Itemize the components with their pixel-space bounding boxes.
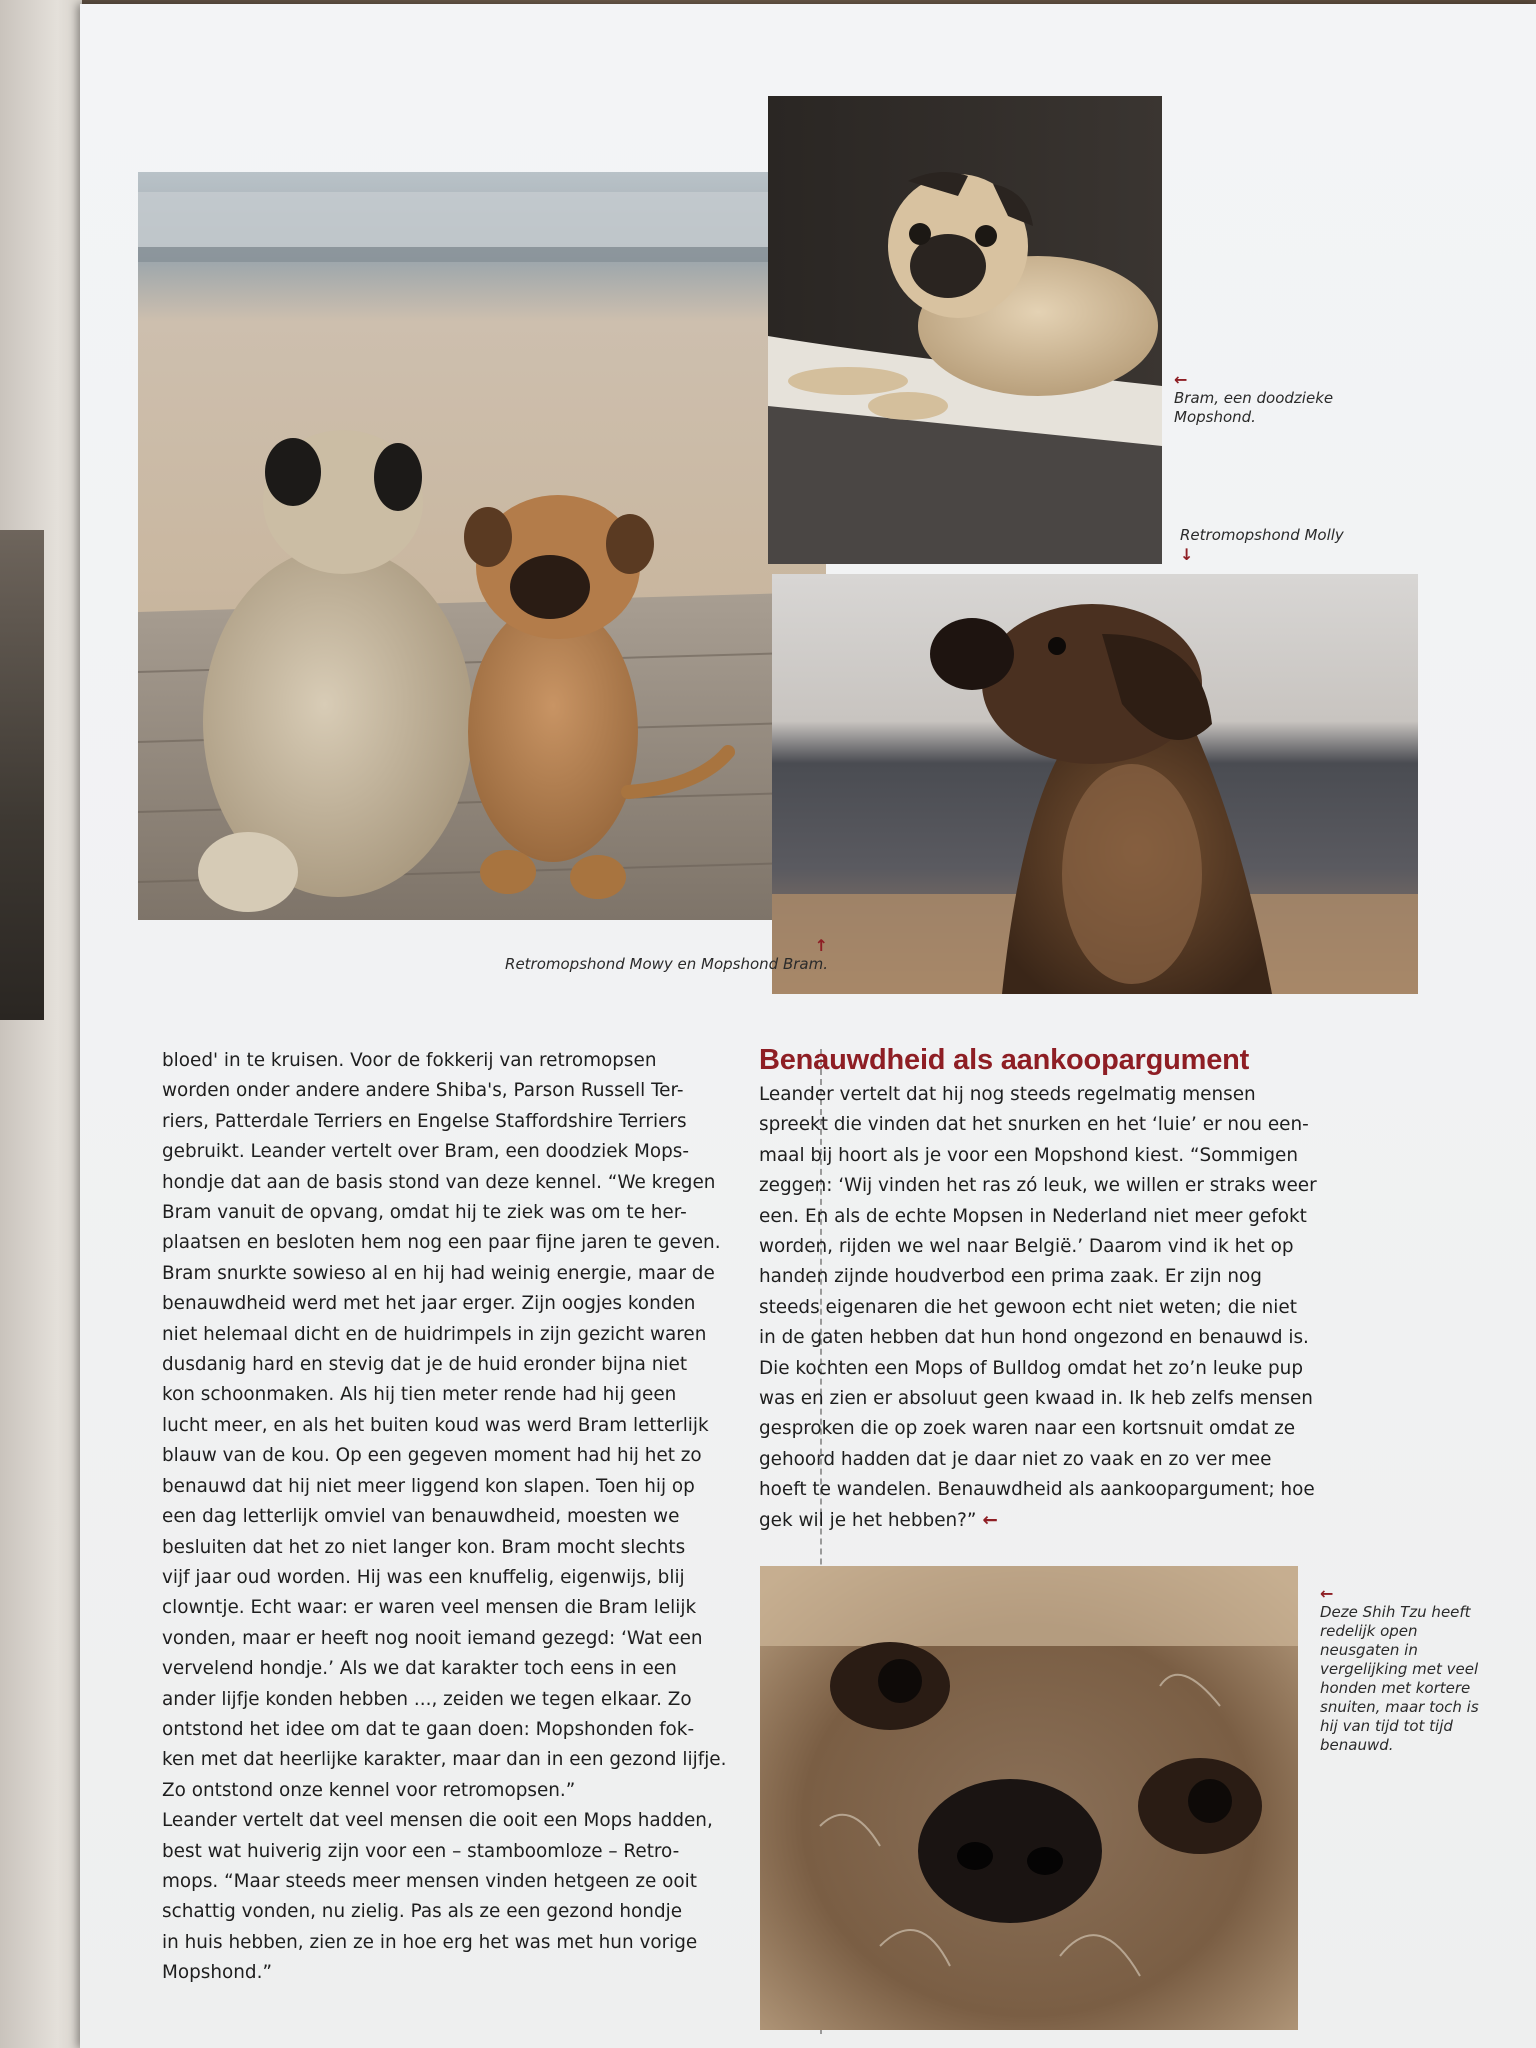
caption-mowy-text: Retromopshond Mowy en Mopshond Bram.: [505, 955, 828, 973]
caption-mowy: [410, 936, 828, 974]
caption-arrow-up-icon: ↑: [814, 936, 828, 955]
caption-arrow-down-icon: ↓: [1180, 545, 1194, 564]
body-paragraph: Leander vertelt dat hij nog steeds regelmatig mensen spreekt die vinden dat het snurken en het ‘luie’ er nou een- maal bij hoort als je voor een Mopshond kiest. “Sommigen zeggen: ‘Wij vinden het ras zó leuk, we willen er straks weer een. En als de echte Mopsen in Nederland niet meer gefokt worden, rijden we wel naar België.’ Daarom vind ik het op handen zijnde houdverbod een prima zaak. Er zijn nog steeds eigenaren die het gewoon echt niet weten; die niet in de gaten hebben dat hun hond ongezond en benauwd is. Die kochten een Mops of Bulldog omdat het zo’n leuke pup was en zien er absoluut geen kwaad in. Ik heb zelfs mensen gesproken die op zoek waren naar een kortsnuit omdat ze gehoord hadden dat je daar niet zo vaak en zo ver mee hoeft te wandelen. Benauwdheid als aankoopargument; hoe gek wil je het hebben?”: [759, 1084, 1317, 1531]
left-text-column: [162, 1046, 814, 1989]
caption-shih-tzu: [1320, 1584, 1480, 1755]
body-paragraph: bloed' in te kruisen. Voor de fokkerij van retromopsen worden onder andere andere Shiba's, Parson Russell Ter- riers, Patterdale Terriers en Engelse Staffordshire Terriers gebruikt. Leander vertelt over Bram, een doodziek Mops- hondje dat aan de basis stond van deze kennel. “We kregen Bram vanuit de opvang, omdat hij te ziek was om te her- plaatsen en besloten hem nog een paar fijne jaren te geven. Bram snurkte sowieso al en hij had weinig energie, maar de benauwdheid werd met het jaar erger. Zijn oogjes konden niet helemaal dicht en de huidrimpels in zijn gezicht waren dusdanig hard en stevig dat je de huid eronder bijna niet kon schoonmaken. Als hij tien meter rende had hij geen lucht meer, en als het buiten koud was werd Bram letterlijk blauw van de kou. Op een gegeven moment had hij het zo benauwd dat hij niet meer liggend kon slapen. Toen hij op een dag letterlijk omviel van benauwdheid, moesten we besluiten dat het zo niet langer kon. Bram mocht slechts vijf jaar oud worden. Hij was een knuffelig, eigenwijs, blij clowntje. Echt waar: er waren veel mensen die Bram lelijk vonden, maar er heeft nog nooit iemand gezegd: ‘Wat een vervelend hondje.’ Als we dat karakter toch eens in een ander lijfje konden hebben ..., zeiden we tegen elkaar. Zo ontstond het idee om dat te gaan doen: Mopshonden fok- ken met dat heerlijke karakter, maar dan in een gezond lijfje. Zo ontstond onze kennel voor retromopsen.”: [162, 1050, 727, 1801]
body-paragraph: Leander vertelt dat veel mensen die ooit een Mops hadden, best wat huiverig zijn voor een – stamboomloze – Retro- mops. “Maar steeds meer mensen vinden hetgeen ze ooit schattig vonden, nu zielig. Pas als ze een gezond hondje in huis hebben, zien ze in hoe erg het was met hun vorige Mopshond.”: [162, 1810, 713, 1984]
caption-arrow-left-icon: ←: [1174, 370, 1188, 389]
end-mark-icon: ←: [982, 1509, 998, 1531]
caption-bram: [1174, 370, 1344, 427]
magazine-page: [80, 4, 1536, 2048]
right-text-column: [759, 1080, 1399, 1536]
photo-shih-tzu: [760, 1566, 1298, 2030]
previous-page-edge: [0, 0, 82, 2048]
photo-molly: [772, 574, 1418, 994]
photo-bram-on-sofa: [768, 96, 1162, 564]
photo-mowy-and-bram: [138, 172, 826, 920]
section-heading: Benauwdheid als aankoopargument: [759, 1044, 1250, 1076]
caption-arrow-left-icon: ←: [1320, 1584, 1334, 1603]
previous-page-photo-edge: [0, 530, 44, 1020]
caption-bram-text: Bram, een doodzieke Mopshond.: [1174, 389, 1334, 426]
caption-molly: [1180, 526, 1380, 564]
caption-shih-tzu-text: Deze Shih Tzu heeft redelijk open neusgaten in vergelijking met veel honden met kortere snuiten, maar toch is hij van tijd tot tijd benauwd.: [1320, 1603, 1479, 1754]
caption-molly-text: Retromopshond Molly: [1180, 526, 1344, 544]
